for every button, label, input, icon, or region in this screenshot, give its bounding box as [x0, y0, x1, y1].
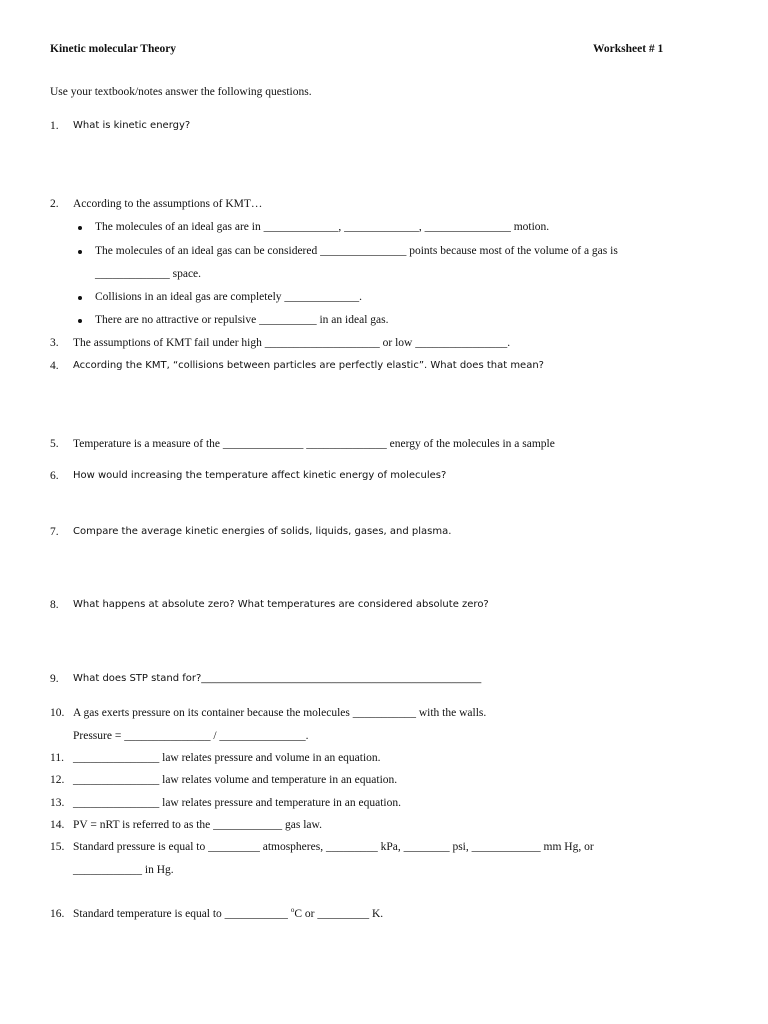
question-9-text: What does STP stand for?________________________________________________________ — [73, 673, 482, 684]
question-number: 1. — [50, 120, 59, 132]
bullet-icon — [78, 319, 82, 323]
question-12-text: _______________ law relates volume and temperature in an equation. — [73, 774, 398, 786]
question-number: 15. — [50, 841, 65, 853]
question-number: 5. — [50, 438, 59, 450]
degree-symbol: o — [290, 906, 295, 915]
question-number: 3. — [50, 337, 59, 349]
question-number: 16. — [50, 908, 65, 920]
question-number: 4. — [50, 360, 59, 372]
question-15-text: Standard pressure is equal to _________ atmospheres, _________ kPa, ________ psi, ____________ mm Hg, or — [73, 841, 594, 853]
question-2-bullet: Collisions in an ideal gas are completely _____________. — [95, 291, 363, 303]
question-15-continuation: ____________ in Hg. — [73, 864, 174, 876]
question-number: 9. — [50, 673, 59, 685]
question-number: 8. — [50, 599, 59, 611]
question-14-text: PV = nRT is referred to as the ____________ gas law. — [73, 819, 322, 831]
bullet-icon — [78, 296, 82, 300]
question-2-bullet-continuation: _____________ space. — [95, 268, 202, 280]
question-number: 10. — [50, 707, 65, 719]
question-4-text: According the KMT, “collisions between particles are perfectly elastic”. What does that mean? — [73, 360, 544, 371]
question-16-text-part-a: Standard temperature is equal to ___________ — [73, 908, 291, 920]
question-6-text: How would increasing the temperature affect kinetic energy of molecules? — [73, 470, 447, 481]
question-2-text: According to the assumptions of KMT… — [73, 198, 263, 210]
worksheet-number: Worksheet # 1 — [593, 43, 664, 55]
instructions: Use your textbook/notes answer the following questions. — [50, 86, 312, 98]
bullet-icon — [78, 226, 82, 230]
question-2-bullet: The molecules of an ideal gas can be considered _______________ points because most of the volume of a gas is — [95, 245, 618, 257]
question-number: 11. — [50, 752, 64, 764]
question-10-pressure-line: Pressure = _______________ / _______________. — [73, 730, 309, 742]
question-16-text — [73, 907, 383, 921]
question-5-text: Temperature is a measure of the ______________ ______________ energy of the molecules in a sample — [73, 438, 555, 450]
question-number: 14. — [50, 819, 65, 831]
bullet-icon — [78, 250, 82, 254]
question-number: 12. — [50, 774, 65, 786]
question-1-text: What is kinetic energy? — [73, 120, 191, 131]
question-2-bullet: The molecules of an ideal gas are in _____________, _____________, _______________ motion. — [95, 221, 550, 233]
question-number: 7. — [50, 526, 59, 538]
question-3-text: The assumptions of KMT fail under high ____________________ or low ________________. — [73, 337, 511, 349]
worksheet-title: Kinetic molecular Theory — [50, 43, 177, 55]
question-16-text-part-b: C or _________ K. — [294, 908, 384, 920]
question-13-text: _______________ law relates pressure and temperature in an equation. — [73, 797, 401, 809]
question-number: 6. — [50, 470, 59, 482]
question-2-bullet: There are no attractive or repulsive __________ in an ideal gas. — [95, 314, 389, 326]
question-number: 2. — [50, 198, 59, 210]
question-7-text: Compare the average kinetic energies of solids, liquids, gases, and plasma. — [73, 526, 452, 537]
question-11-text: _______________ law relates pressure and volume in an equation. — [73, 752, 381, 764]
question-10-text: A gas exerts pressure on its container because the molecules ___________ with the walls. — [73, 707, 487, 719]
question-8-text: What happens at absolute zero? What temperatures are considered absolute zero? — [73, 599, 489, 610]
question-number: 13. — [50, 797, 65, 809]
